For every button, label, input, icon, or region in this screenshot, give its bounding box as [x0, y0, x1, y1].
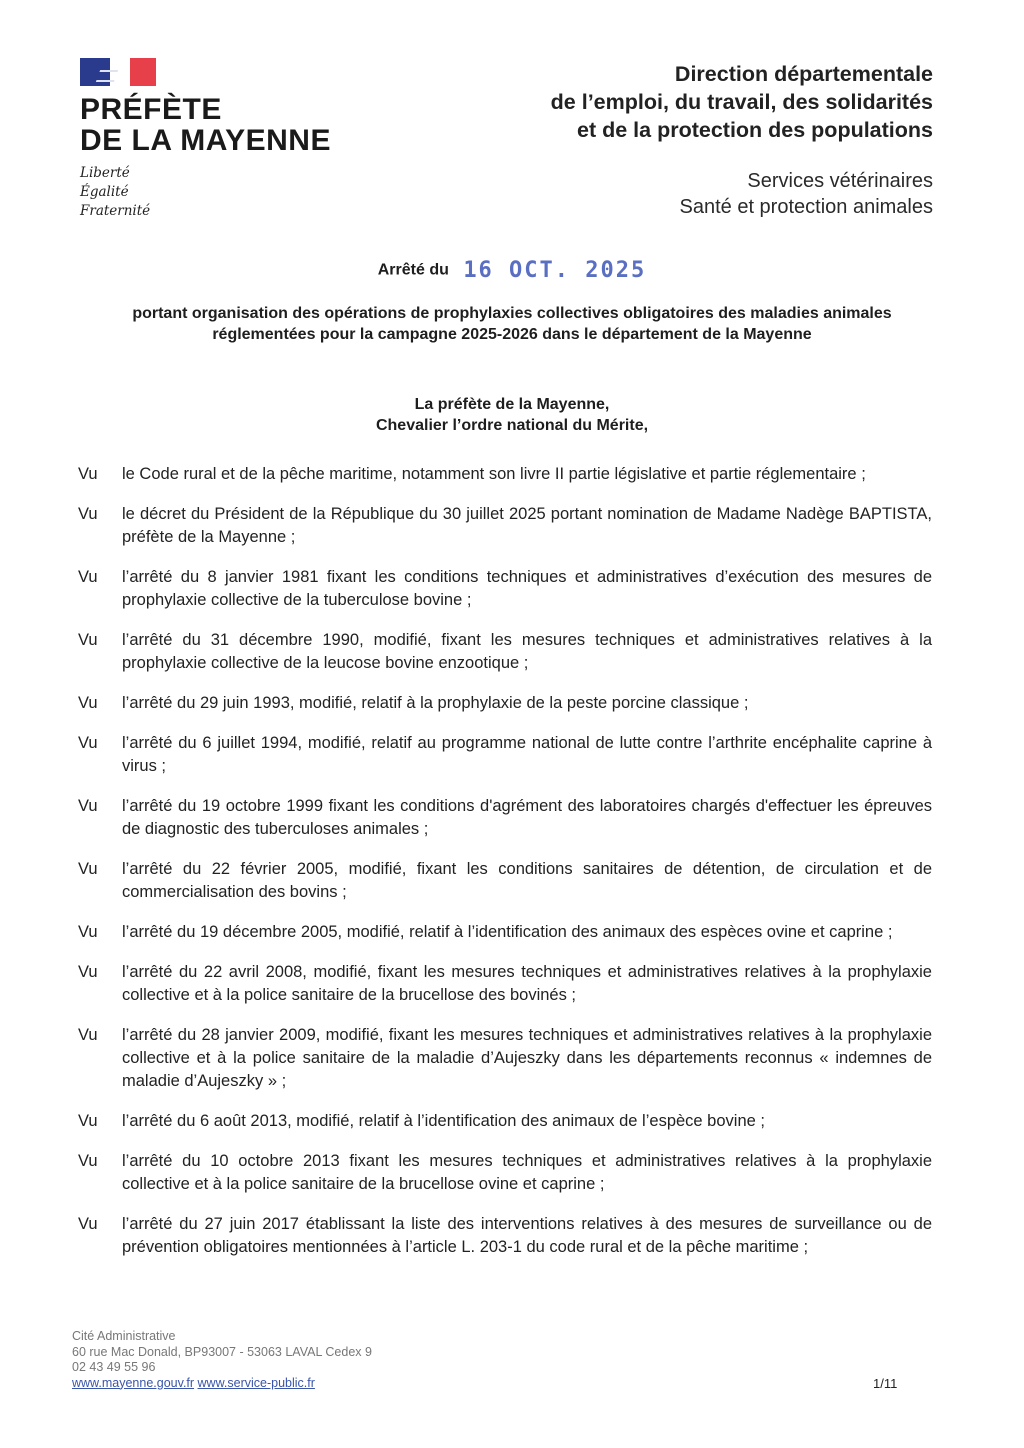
vu-item: Vu l’arrêté du 22 février 2005, modifié, fixant les conditions sanitaires de détention, de circulation et de commercialisation des bovins ; — [78, 860, 932, 901]
vu-item: Vu l’arrêté du 8 janvier 1981 fixant les conditions techniques et administratives d’exécution des mesures de prophylaxie collective de la tuberculose bovine ; — [78, 568, 932, 609]
vu-item: Vu l’arrêté du 22 avril 2008, modifié, fixant les mesures techniques et administratives relatives à la prophylaxie collective et à la police sanitaire de la brucellose des bovinés ; — [78, 963, 932, 1004]
republic-motto: Liberté Égalité Fraternité — [80, 165, 151, 219]
direction-heading: Direction départementale de l’emploi, du travail, des solidarités et de la protection des populations — [550, 62, 933, 142]
link-service-public[interactable]: www.service-public.fr — [197, 1375, 315, 1390]
prefecture-logo — [80, 58, 331, 221]
vu-item: Vu l’arrêté du 27 juin 2017 établissant la liste des interventions relatives à des mesures de surveillance ou de prévention obligatoires mentionnées à l’article L. 203-1 du code rural et de la pêche maritime ; — [78, 1215, 932, 1256]
prefet-title: La préfète de la Mayenne, Chevalier l’ordre national du Mérite, — [375, 396, 649, 434]
vu-item: Vu l’arrêté du 31 décembre 1990, modifié, fixant les mesures techniques et administratives relatives à la prophylaxie collective de la leucose bovine enzootique ; — [78, 631, 932, 672]
arrete-date-line — [0, 258, 1024, 283]
vu-item: Vu l’arrêté du 6 août 2013, modifié, relatif à l’identification des animaux de l’espèce bovine ; — [78, 1112, 765, 1130]
vu-list — [78, 463, 932, 1276]
prefecture-title: PRÉFÈTE DE LA MAYENNE — [80, 93, 331, 157]
link-mayenne-gouv[interactable]: www.mayenne.gouv.fr — [72, 1375, 195, 1390]
arrete-label: Arrêté du — [377, 261, 449, 279]
arrete-subject: portant organisation des opérations de prophylaxies collectives obligatoires des maladies animales réglementées pour la campagne 2025-2026 dans le département de la Mayenne — [132, 305, 892, 343]
vu-item: Vu le décret du Président de la République du 30 juillet 2025 portant nomination de Madame Nadège BAPTISTA, préfète de la Mayenne ; — [78, 505, 932, 546]
vu-item: Vu le Code rural et de la pêche maritime, notamment son livre II partie législative et partie réglementaire ; — [78, 465, 866, 483]
vu-item: Vu l’arrêté du 19 octobre 1999 fixant les conditions d'agrément des laboratoires chargés d'effectuer les épreuves de diagnostic des tuberculoses animales ; — [78, 797, 932, 838]
footer-address: Cité Administrative 60 rue Mac Donald, BP93007 - 53063 LAVAL Cedex 9 02 43 49 55 96 www.mayenne.gouv.fr www.service-public.fr — [72, 1329, 372, 1390]
service-heading: Services vétérinaires Santé et protection animales — [679, 170, 933, 218]
date-stamp: 16 OCT. 2025 — [463, 258, 647, 283]
vu-item: Vu l’arrêté du 28 janvier 2009, modifié, fixant les mesures techniques et administratives relatives à la prophylaxie collective et à la police sanitaire de la maladie d’Aujeszky dans les départements reconnus « indemnes de maladie d’Aujeszky » ; — [78, 1026, 932, 1090]
vu-item: Vu l’arrêté du 29 juin 1993, modifié, relatif à la prophylaxie de la peste porcine classique ; — [78, 694, 749, 712]
page-number: 1/11 — [873, 1376, 898, 1391]
vu-item: Vu l’arrêté du 6 juillet 1994, modifié, relatif au programme national de lutte contre l’arthrite encéphalite caprine à virus ; — [78, 734, 932, 775]
vu-item: Vu l’arrêté du 10 octobre 2013 fixant les mesures techniques et administratives relatives à la prophylaxie collective et à la police sanitaire de la brucellose ovine et caprine ; — [78, 1152, 932, 1193]
vu-item: Vu l’arrêté du 19 décembre 2005, modifié, relatif à l’identification des animaux des espèces ovine et caprine ; — [78, 923, 893, 941]
marianne-flag-icon — [80, 58, 156, 86]
